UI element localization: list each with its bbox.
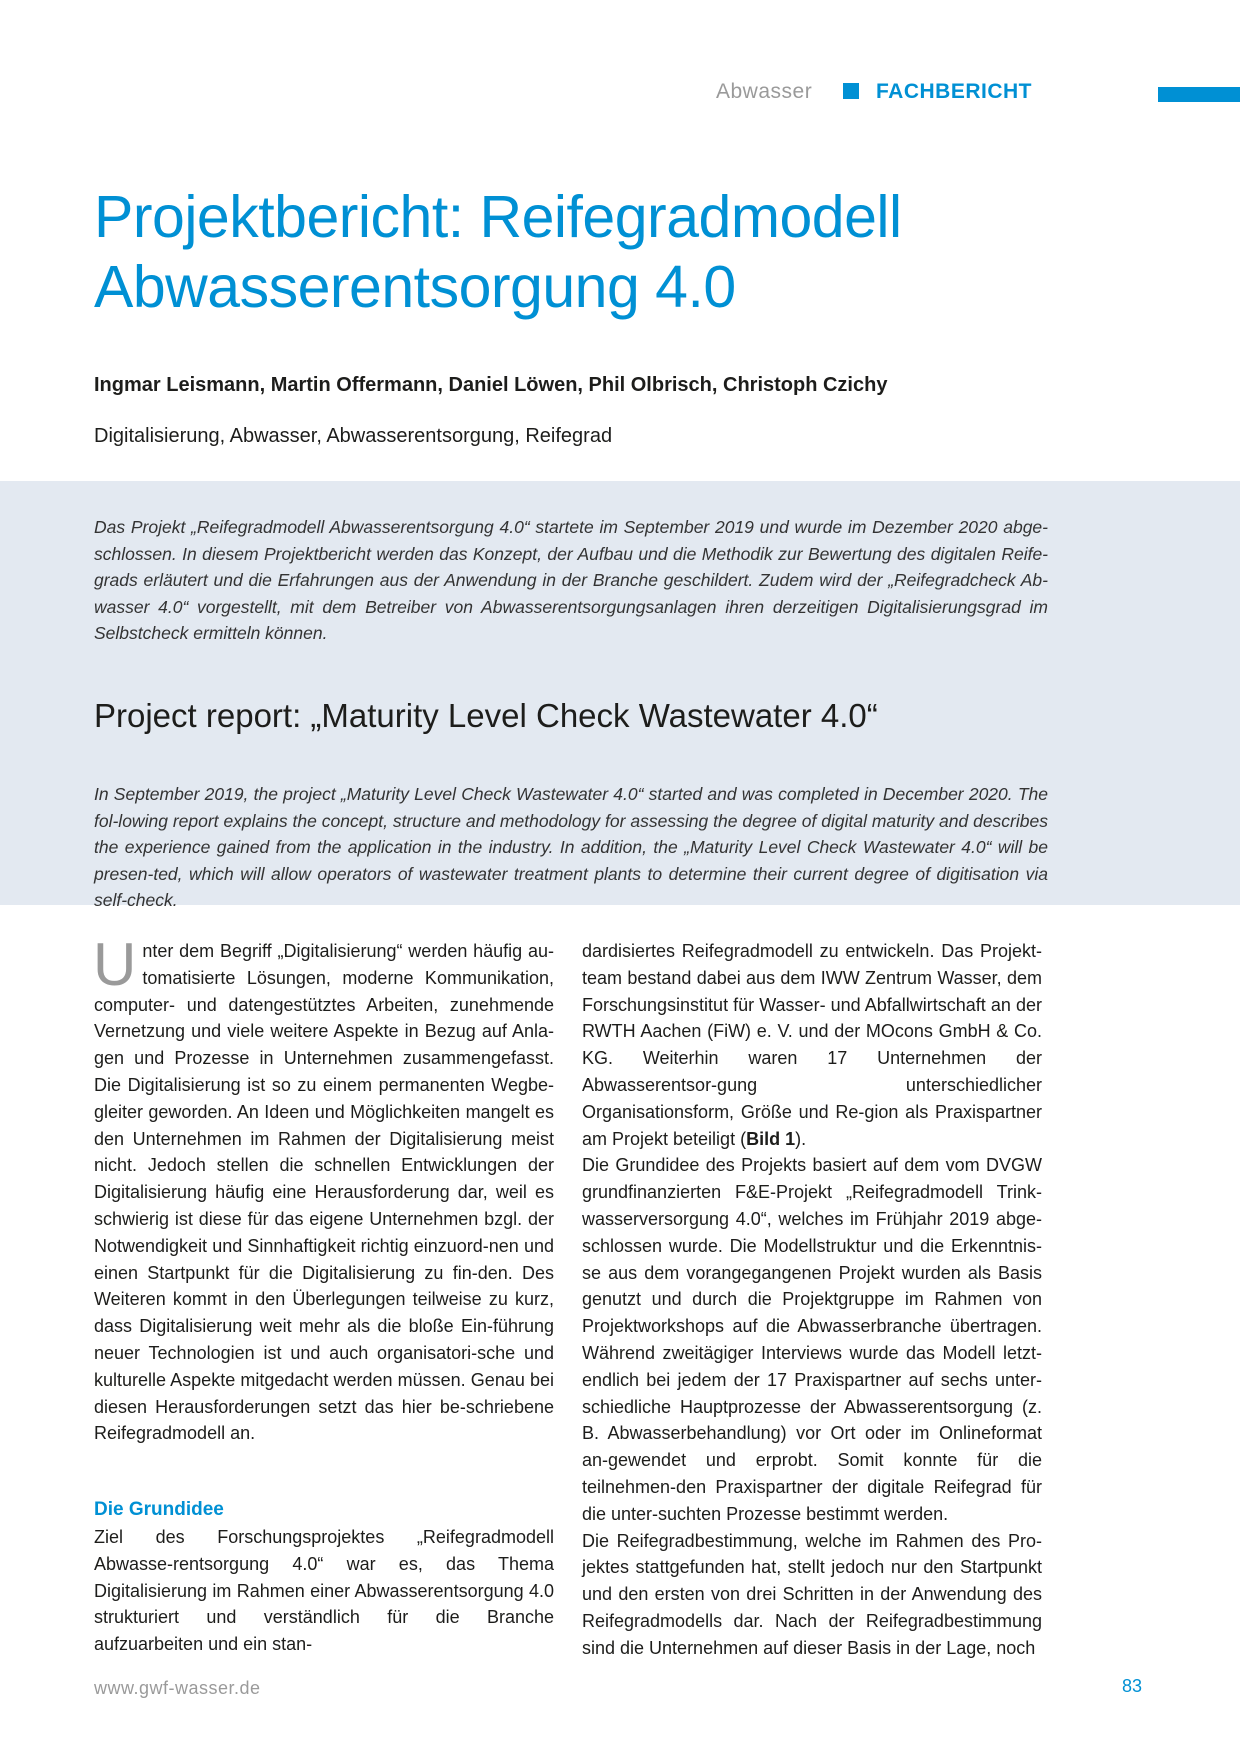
grundidee-paragraph: Ziel des Forschungsprojektes „Reifegradmodell Abwasse-rentsorgung 4.0“ war es, das Thema Digitalisierung im Rahmen einer Abwasserentsorgung 4.0 strukturiert und verständlich für die Branche aufzuarbeiten und ein stan-	[94, 1526, 554, 1655]
title-line-2: Abwasserentsorgung 4.0	[94, 254, 736, 320]
body-column-right	[582, 938, 1042, 1662]
footer-url: www.gwf-wasser.de	[94, 1678, 261, 1698]
article-keywords: Digitalisierung, Abwasser, Abwasserentsorgung, Reifegrad	[94, 425, 613, 447]
subheading-grundidee: Die Grundidee	[94, 1499, 224, 1521]
body-column-left	[93, 931, 554, 1658]
reifegrad-paragraph: Die Reifegradbestimmung, welche im Rahmen des Pro-jektes stattgefunden hat, stellt jedoch nur den Startpunkt und den ersten von drei Schritten in der Anwendung des Reifegradmodells dar. Nach der Reifegradbestimmung sind die Unternehmen auf dieser Basis in der Lage, noch	[582, 1530, 1042, 1658]
project-team-text: dardisiertes Reifegradmodell zu entwickeln. Das Projekt-team bestand dabei aus dem IWW Zentrum Wasser, dem Forschungsinstitut für Wasser- und Abfallwirtschaft an der RWTH Aachen (FiW) e. V. und der MOcons GmbH & Co. KG. Weiterhin waren 17 Unternehmen der Abwasserentsor-gung unterschiedlicher Organisationsform, Größe und Re-gion als Praxispartner am Projekt beteiligt (	[582, 941, 1042, 1149]
article-authors: Ingmar Leismann, Martin Offermann, Daniel Löwen, Phil Olbrisch, Christoph Czichy	[94, 374, 888, 396]
category-label: FACHBERICHT	[876, 80, 1032, 103]
abstract-german: Das Projekt „Reifegradmodell Abwasserentsorgung 4.0“ startete im September 2019 und wurde im Dezember 2020 abge-schlossen. In diesem Projektbericht werden das Konzept, der Aufbau und die Methodik zur Bewertung des digitalen Reife-grads erläutert und die Erfahrungen aus der Anwendung in der Branche geschildert. Zudem wird der „Reifegradcheck Ab-wasser 4.0“ vorgestellt, mit dem Betreiber von Abwasserentsorgungsanlagen ihren derzeitigen Digitalisierungsgrad im Selbstcheck ermitteln können.	[94, 517, 1048, 643]
page-number: 83	[1122, 1676, 1143, 1696]
title-line-1: Projektbericht: Reifegradmodell	[94, 184, 902, 250]
intro-text: nter dem Begriff „Digitalisierung“ werden häufig au-tomatisierte Lösungen, moderne Kommunikation, computer- und datengestütztes Arbeiten, zunehmende Vernetzung und viele weitere Aspekte in Bezug auf Anla-gen und Prozesse in Unternehmen zusammengefasst. Die Digitalisierung ist so zu einem permanenten Wegbe-gleiter geworden. An Ideen und Möglichkeiten mangelt es den Unternehmen im Rahmen der Digitalisierung meist nicht. Jedoch stellen die schnellen Entwicklungen der Digitalisierung häufig eine Herausforderung dar, weil es schwierig ist diese für das eigene Unternehmen bzgl. der Notwendigkeit und Sinnhaftigkeit richtig einzuord-nen und einen Startpunkt für die Digitalisierung zu fin-den. Des Weiteren kommt in den Überlegungen teilweise zu kurz, dass Digitalisierung weit mehr als die bloße Ein-führung neuer Technologien ist und auch organisatori-sche und kulturelle Aspekte mitgedacht werden müssen. Genau bei diesen Herausforderungen setzt das hier be-schriebene Reifegradmodell an.	[94, 941, 554, 1444]
article-title	[94, 182, 1114, 322]
figure-reference: Bild 1	[746, 1128, 796, 1149]
abstract-english: In September 2019, the project „Maturity Level Check Wastewater 4.0“ started and was completed in December 2020. The fol-lowing report explains the concept, structure and methodology for assessing the degree of digital maturity and describes the experience gained from the application in the industry. In addition, the „Maturity Level Check Wastewater 4.0“ will be presen-ted, which will allow operators of wastewater treatment plants to determine their current degree of digitisation via self-check.	[94, 784, 1048, 910]
basis-paragraph: Die Grundidee des Projekts basiert auf dem vom DVGW grundfinanzierten F&E-Projekt „Reifegradmodell Trink-wasserversorgung 4.0“, welches im Frühjahr 2019 abge-schlossen wurde. Die Modellstruktur und die Erkenntnis-se aus dem vorangegangenen Projekt wurden als Basis genutzt und durch die Projektgruppe im Rahmen von Projektworkshops auf die Abwasserbranche übertragen. Während zweitägiger Interviews wurde das Modell letzt-endlich bei jedem der 17 Praxispartner auf sechs unter-schiedliche Hauptprozesse der Abwasserentsorgung (z. B. Abwasserbehandlung) vor Ort oder im Onlineformat an-gewendet und erprobt. Somit konnte für die teilnehmen-den Praxispartner der digitale Reifegrad für die unter-suchten Prozesse bestimmt werden.	[582, 1155, 1042, 1524]
english-title: Project report: „Maturity Level Check Wastewater 4.0“	[94, 697, 878, 734]
header-square-marker	[843, 83, 859, 99]
project-team-text-end: ).	[795, 1128, 807, 1149]
project-team-paragraph	[582, 938, 1042, 1152]
header-accent-bar	[1158, 87, 1240, 102]
drop-cap: U	[93, 931, 137, 998]
section-label: Abwasser	[716, 80, 813, 103]
intro-paragraph	[93, 931, 554, 1447]
